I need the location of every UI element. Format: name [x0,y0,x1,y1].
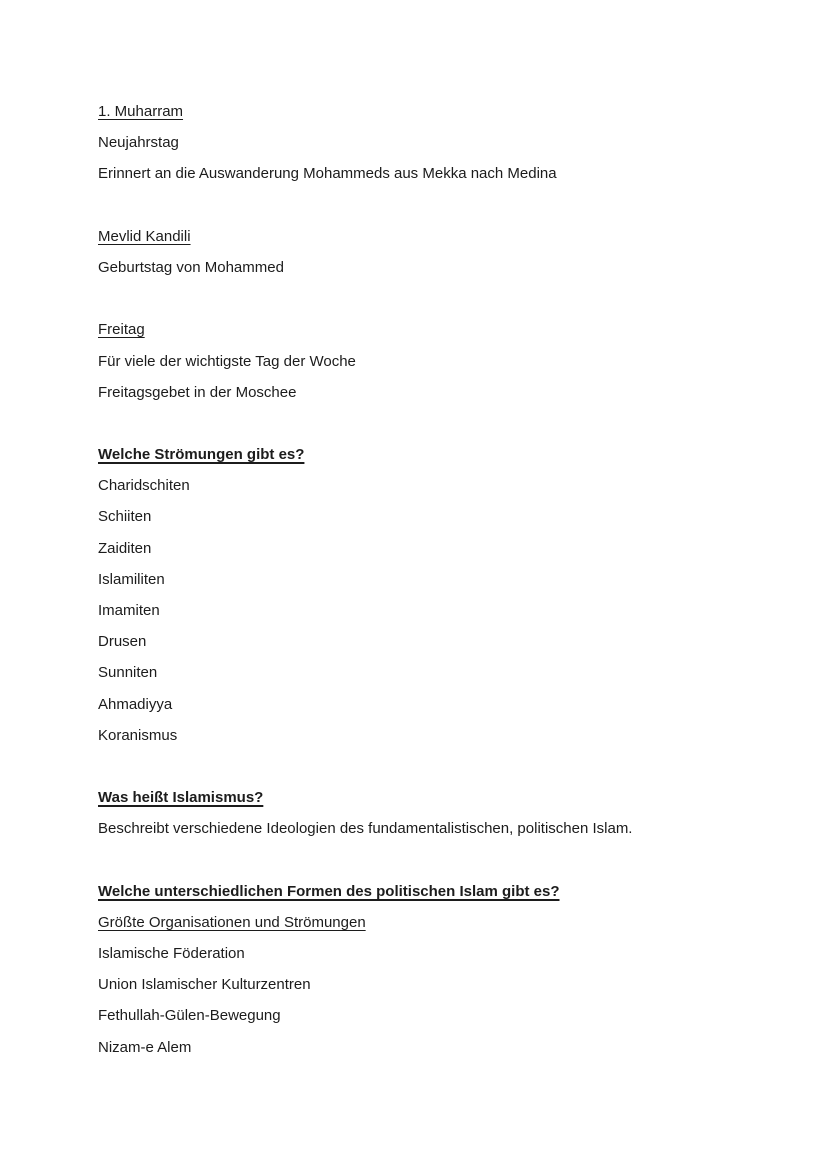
text-line: Geburtstag von Mohammed [98,258,284,276]
text-line: Erinnert an die Auswanderung Mohammeds aus Mekka nach Medina [98,165,557,183]
question-stroemungen: Welche Strömungen gibt es? [98,446,305,464]
subheading-organisationen: Größte Organisationen und Strömungen [98,913,366,931]
list-item: Charidschiten [98,477,190,495]
text-line: Neujahrstag [98,134,179,152]
spacer [98,283,778,314]
list-item: Imamiten [98,602,160,619]
list-item: Schiiten [98,508,152,526]
list-item: Nizam-e Alem [98,1038,192,1056]
question-islamismus: Was heißt Islamismus? [98,789,264,807]
spacer [98,408,778,439]
answer-islamismus: Beschreibt verschiedene Ideologien des fundamentalistischen, politischen Islam. [98,820,633,838]
spacer [98,751,778,782]
spacer [98,845,778,876]
question-formen: Welche unterschiedlichen Formen des politischen Islam gibt es? [98,882,560,900]
spacer [98,190,778,221]
text-line: Freitagsgebet in der Moschee [98,383,297,401]
list-item: Ahmadiyya [98,695,173,713]
document-page [98,96,778,1063]
list-item: Koranismus [98,726,178,744]
section-heading-freitag: Freitag [98,321,145,339]
text-line: Für viele der wichtigste Tag der Woche [98,352,356,370]
list-item: Islamiliten [98,570,165,588]
section-heading-mevlid-kandili: Mevlid Kandili [98,227,191,245]
list-item: Islamische Föderation [98,945,245,963]
list-item: Union Islamischer Kulturzentren [98,976,311,994]
list-item: Drusen [98,633,147,651]
list-item: Zaiditen [98,539,152,557]
list-item: Fethullah-Gülen-Bewegung [98,1007,281,1025]
list-item: Sunniten [98,664,158,682]
section-heading-muharram: 1. Muharram [98,103,184,120]
